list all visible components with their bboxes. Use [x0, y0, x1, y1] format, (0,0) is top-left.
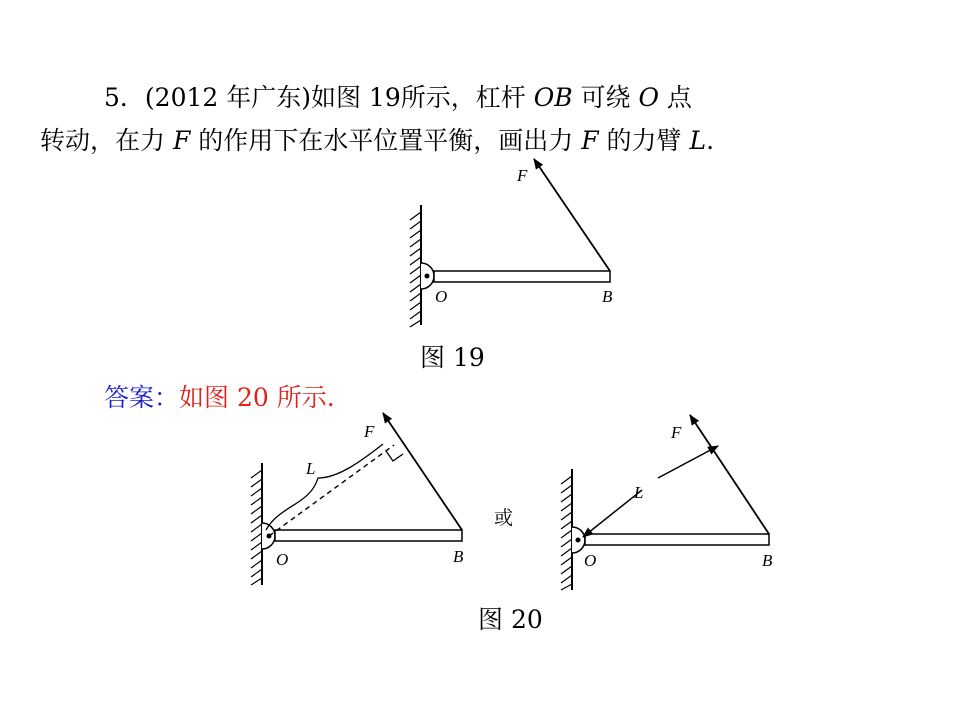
label-l-20-left: L — [306, 459, 316, 478]
force-f-arrow-20-left — [383, 413, 462, 530]
arm-l-brace-20-left — [266, 444, 383, 530]
force-f-arrow-20-right — [690, 415, 769, 534]
question-text: 5．(2012 年广东)如图 19所示，杠杆 — [104, 83, 534, 112]
arm-name: L — [689, 126, 707, 155]
label-o-20-right: O — [584, 551, 597, 570]
pivot-name: O — [638, 83, 659, 112]
label-b-19: B — [602, 287, 613, 306]
label-o-19: O — [435, 287, 448, 306]
label-l-20-right: L — [634, 483, 644, 502]
label-b-20-right: B — [762, 551, 773, 570]
or-label: 或 — [494, 507, 514, 529]
question-text: 可绕 — [572, 83, 639, 112]
figure-19 — [410, 159, 613, 327]
pivot-dot-20-right — [576, 538, 581, 543]
figure-19-caption: 图 19 — [420, 343, 485, 372]
figure-20-caption: 图 20 — [478, 605, 543, 634]
question-text: 点 — [658, 83, 692, 112]
question-text: 的力臂 — [598, 126, 690, 155]
wall-20-left — [251, 463, 262, 585]
label-o-20-left: O — [276, 550, 289, 569]
answer-text: 如图 20 所示. — [179, 383, 335, 412]
wall-19 — [410, 205, 421, 327]
answer-prefix: 答案： — [104, 383, 180, 412]
question-text: . — [706, 126, 715, 155]
lever-ob-20-left — [275, 530, 462, 541]
right-angle-mark-20-left — [386, 451, 403, 461]
lever-ob-19 — [434, 271, 610, 282]
figure-20-left — [251, 413, 464, 585]
lever-name: OB — [533, 83, 573, 112]
label-f-20-left: F — [364, 422, 375, 441]
force-name: F — [581, 126, 599, 155]
question-text: 的作用下在水平位置平衡，画出力 — [190, 126, 582, 155]
arm-l-arrow-to-f-20-right — [658, 446, 718, 478]
label-f-20-right: F — [671, 423, 682, 442]
wall-20-right — [561, 469, 572, 590]
force-extension-dashed-20-left — [269, 445, 394, 536]
force-f-arrow-19 — [534, 159, 610, 271]
pivot-dot-19 — [425, 274, 430, 279]
force-name: F — [172, 126, 191, 155]
question-text: 转动，在力 — [40, 126, 173, 155]
lever-ob-20-right — [585, 534, 769, 545]
label-f-19: F — [517, 166, 528, 185]
figure-20-right — [561, 415, 773, 590]
label-b-20-left: B — [453, 547, 464, 566]
